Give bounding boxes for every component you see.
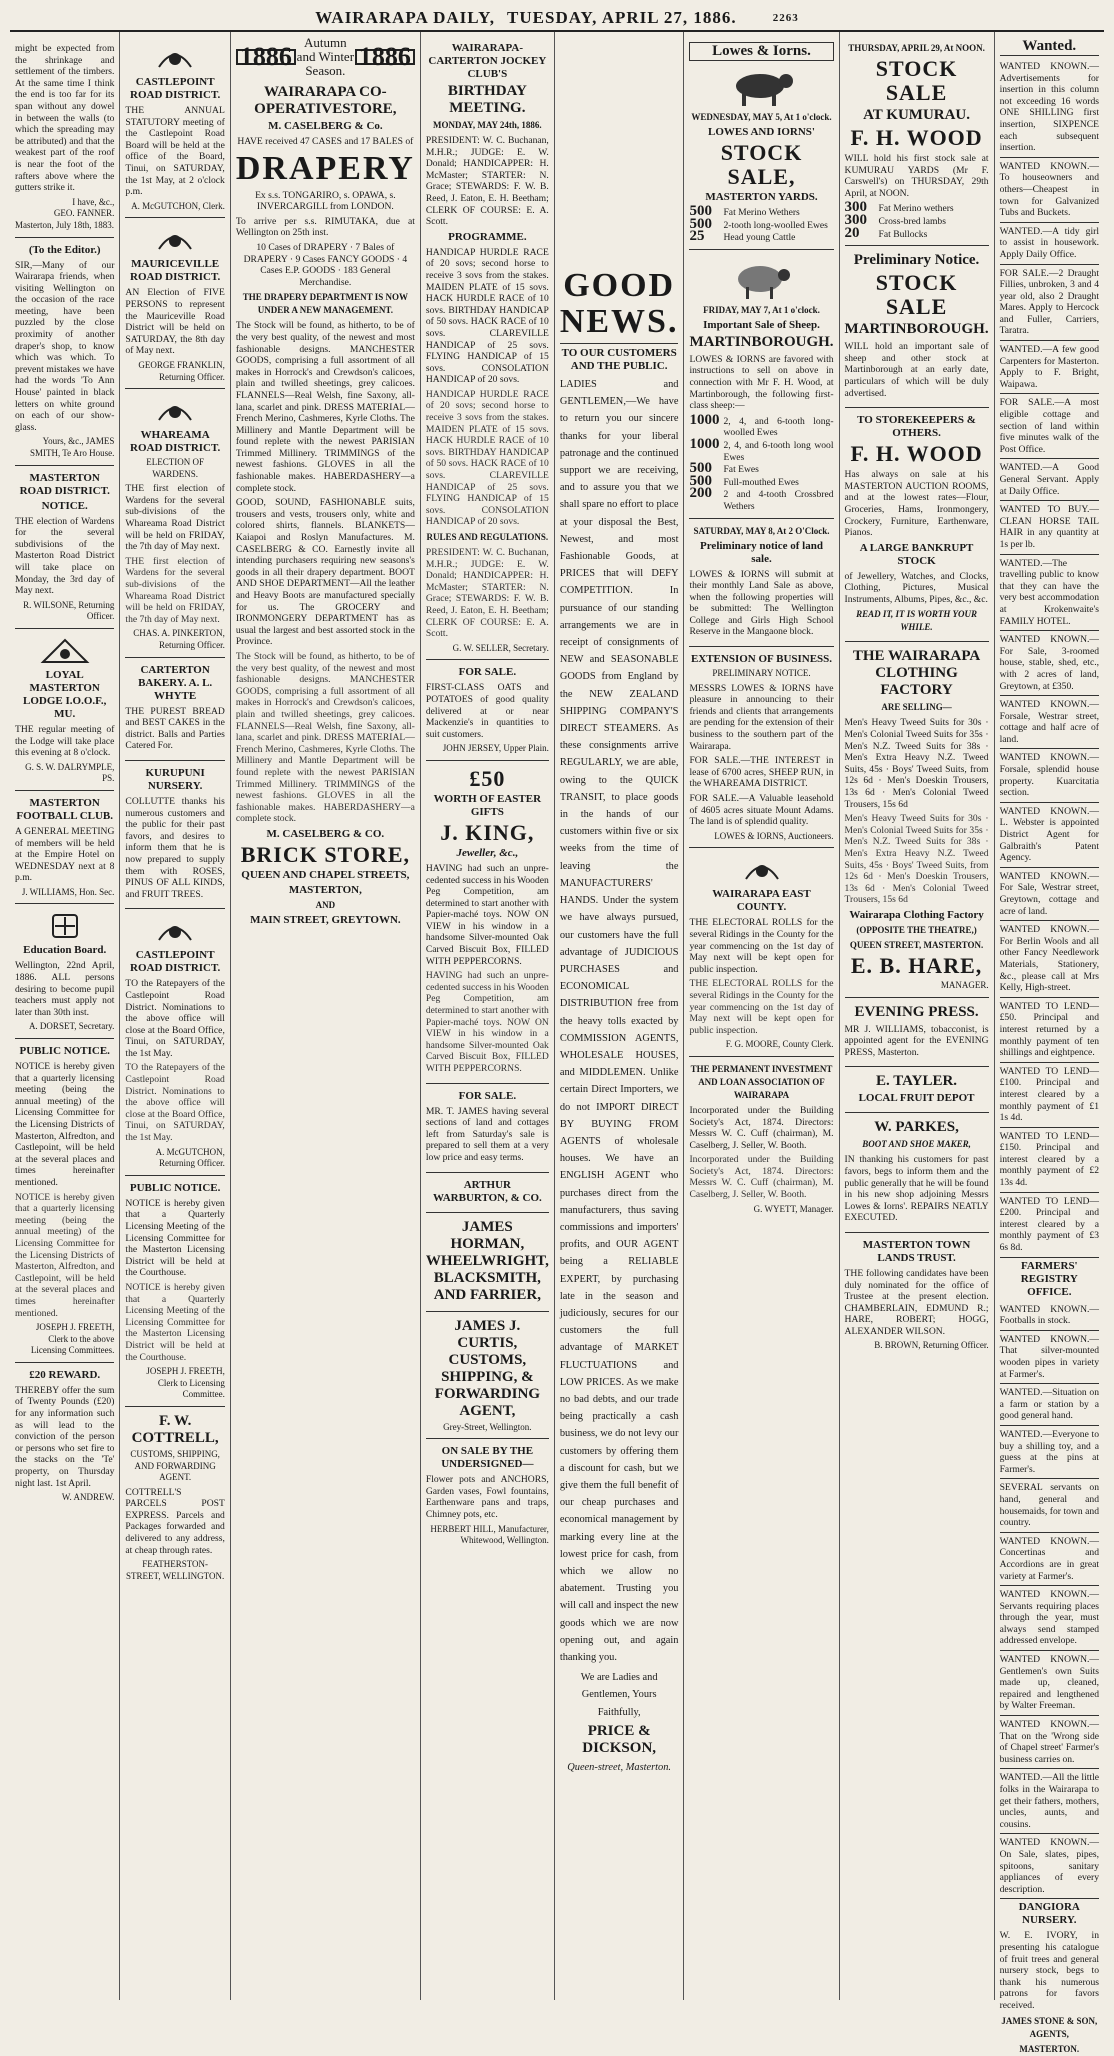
season-title: Autumn and Winter Season. xyxy=(296,35,355,78)
mart-text: WILL hold an important sale of sheep and other stock at Martinborough at an early date, particulars of which will be duly advertised. xyxy=(844,341,989,399)
public-notice-text-cont: NOTICE is hereby given that a quarterly licensing meeting (being the annual meeting) of the Licensing Committee for the Licensing Districts of Masterton, Alfredton, and Castlepoint, will be held at the several places and times hereinafter mentioned. xyxy=(15,1191,115,1319)
parkes-trade: BOOT AND SHOE MAKER, xyxy=(862,1139,971,1150)
lowes-iorns-sig: LOWES & IORNS, Auctioneers. xyxy=(714,830,834,841)
wanted-item: WANTED.—A few good Carpenters for Masterton. Apply to F. Bright, Waipawa. xyxy=(1000,341,1099,394)
wanted-item: SEVERAL servants on hand, general and housemaids, for town and country. xyxy=(1000,1479,1099,1532)
column-2 xyxy=(120,32,230,2000)
sheep-lot: 500 Full-mouthed Ewes xyxy=(689,472,799,489)
curtis-heading: JAMES J. CURTIS, CUSTOMS, SHIPPING, & FORWARDING AGENT, xyxy=(434,1317,540,1419)
column-6 xyxy=(684,32,839,2000)
land-sale-text: LOWES & IORNS will submit at their monthly Land Sale as above, when the following properties will be submitted: The Wellington College and Girls High School Reserve in the Mangaone block. xyxy=(689,568,834,638)
wanted-item: WANTED.—All the little folks in the Wairarapa to get their fathers, mothers, uncles, aunts, and cousins. xyxy=(1000,1769,1099,1834)
east-county-heading: WAIRARAPA EAST COUNTY. xyxy=(712,888,811,914)
rules-heading: RULES AND REGULATIONS. xyxy=(426,532,549,542)
drapery-title: DRAPERY xyxy=(235,149,415,187)
nursery-text: W. E. IVORY, in presenting his catalogue of fruit trees and general nursery stock, begs to thank his numerous patrons for favors received. xyxy=(999,1930,1100,2011)
land-sale-date: SATURDAY, MAY 8, At 2 O'Clock. xyxy=(693,525,830,536)
letter-heading: (To the Editor.) xyxy=(28,243,101,256)
good-news-body: LADIES and GENTLEMEN,—We have to return you our sincere thanks for your liberal patronage and the continued support we are receiving, and to assure you that we shall spare no effort to place at your disposal the Best, Newest, and most Fashionable Goods, at PRICES that will DEFY COMPETITION. In pursuance of our standing arrangements we are in receipt of consignments of NEW and SEASONABLE GOODS from England by the NEW ZEALAND SHIPPING COMPANY'S DIRECT STEAMERS. As these consignments arrive REGULARLY, we are able, owing to the QUICK TRANSIT, to place goods in the hands of our customers within five or six weeks from the time of leaving the MANUFACTURERS' HANDS. Under the system we have always pursued, our customers have the full advantage of JUDICIOUS PURCHASES and ECONOMICAL DISTRIBUTION free from the heavy tolls exacted by COMMISSION AGENTS, WHOLESALE HOUSES, and MIDDLEMEN. Unlike certain Direct Importers, we do not IMPORT DIRECT BY BUYING FROM AGENTS of wholesale houses. We have an ENGLISH AGENT who purchases direct from the manufacturers, thus saving commissions and importers' profits, and OUR AGENT being a RELIABLE EXPERT, by purchasing late in the season and judiciously, secures for our customers the full advantage of MARKET FLUCTUATIONS and LOW PRICES. As we make no bad debts, and our trade being practically a cash business, we do not levy our customers by offering them a discount for cash, but we give them the full benefit of our cheap purchases and economical management by marking every line at the lowest price for cash, from which we allow no abatement. Trusting you will call and inspect the new goods which we are now opening out, and again thanking you. xyxy=(559,379,679,1664)
castlepoint-text: THE ANNUAL STATUTORY meeting of the Castlepoint Road Board will be held at the office of the Board, Tinui, on SATURDAY, the 1st May, at 2 o'clock p.m. xyxy=(125,105,225,198)
public-notice2-heading: PUBLIC NOTICE. xyxy=(129,1181,221,1194)
prelim-heading: Preliminary Notice. xyxy=(853,252,980,269)
wanted-item: WANTED KNOWN.—To houseowners and others—Cheapest in town for Galvanized Tubs and Buckets. xyxy=(1000,158,1099,223)
intro-sig-name: GEO. FANNER. xyxy=(53,208,115,219)
whareama-sig: CHAS. A. PINKERTON, Returning Officer. xyxy=(133,628,225,650)
extension-text: MESSRS LOWES & IORNS have pleasure in announcing to their friends and clients that arrangements are pending for the extension of their business to the southern part of the Wairarapa. xyxy=(689,682,834,752)
wanted-item: FOR SALE.—2 Draught Fillies, unbroken, 3 and 4 year old, also 2 Draught Mares. Apply to Hercock and Fuller, Carriers, Taratra. xyxy=(1000,265,1099,342)
wanted-item: WANTED.—Situation on a farm or station by a good general hand. xyxy=(1000,1384,1099,1426)
factory-name: Wairarapa Clothing Factory xyxy=(849,908,984,921)
cottrell-heading: F. W. COTTRELL, xyxy=(131,1412,219,1446)
stock-sale-date: WEDNESDAY, MAY 5, At 1 o'clock. xyxy=(691,112,832,122)
club-name: WAIRARAPA-CARTERTON JOCKEY CLUB'S xyxy=(428,42,547,80)
officials-text: PRESIDENT: W. C. Buchanan, M.H.R.; JUDGE: E. W. Donald; HANDICAPPER: H. McMaster; STARTER: N. Grace; STEWARDS: F. W. B. Reed, J. Eaton, E. H. Beetham; CLERK OF COURSE: E. A. Scott. xyxy=(425,135,549,228)
sheep-sale-text: LOWES & IORNS are favored with instructions to sell on above in connection with Mr F. H. Wood, at Martinborough, the following first-class sheep:— xyxy=(689,353,834,412)
wanted-item: FOR SALE.—A most eligible cottage and section of land within five minutes walk of the Post Office. xyxy=(1000,394,1099,459)
fruit-depot: LOCAL FRUIT DEPOT xyxy=(858,1092,975,1105)
warburton-heading: ARTHUR WARBURTON, & CO. xyxy=(432,1178,542,1204)
public-notice2-sig: JOSEPH J. FREETH, Clerk to Licensing Committee. xyxy=(146,1366,225,1400)
factory-opp: (OPPOSITE THE THEATRE,) xyxy=(856,924,977,935)
brick-store-sub: QUEEN AND CHAPEL STREETS, xyxy=(241,868,410,881)
lodge-emblem-icon xyxy=(39,636,91,666)
wanted-item: WANTED KNOWN.—Gentlemen's own Suits made up, cleaned, repaired and lengthened by Walter Freeman. xyxy=(1000,1651,1099,1716)
factory-suits-cont: Men's Heavy Tweed Suits for 30s · Men's Colonial Tweed Suits for 35s · Men's N.Z. Tweed Suits for 38s · Men's Extra Heavy N.Z. Tweed Suits, 45s · Boys' Tweed Suits, from 12s 6d · Men's Doeskin Trousers, 13s 6d · Men's Colonial Tweed Trousers, 15s 6d xyxy=(844,813,989,906)
meeting-date: MONDAY, MAY 24th, 1886. xyxy=(433,120,542,130)
sheep-lot: 200 2 and 4-tooth Crossbred Wethers xyxy=(689,485,834,512)
leasehold-sale-text: FOR SALE.—A Valuable leasehold of 4605 acres situate Mount Adams. The land is of splendid quality. xyxy=(689,793,834,828)
sale2-heading: FOR SALE. xyxy=(458,1089,517,1102)
whareama-sub: ELECTION OF WARDENS. xyxy=(146,457,204,479)
wanted-item: WANTED KNOWN.—On Sale, slates, pipes, spitoons, sanitary appliances of every description. xyxy=(1000,1834,1099,1899)
king-text: HAVING had such an unpre-cedented success in his Wooden Peg Competition, am determined to start another with Papier-maché toys. NOW ON VIEW in his window in a handsome Silver-mounted Oak Carved Biscuit Box, FILLED WITH PEPPERCORNS. xyxy=(425,862,549,967)
wanted-item: WANTED.—A Good General Servant. Apply at Daily Office. xyxy=(1000,459,1099,501)
trust-sig: B. BROWN, Returning Officer. xyxy=(874,1340,989,1351)
sale-heading: FOR SALE. xyxy=(458,666,517,679)
wanted-item: WANTED TO LEND—£50. Principal and interest returned by a monthly payment of ten shillings and eightpence. xyxy=(1000,998,1099,1063)
wanted-item: WANTED.—The travelling public to know that they can have the very best accommodation at Krokenwaite's FAMILY HOTEL. xyxy=(1000,555,1099,632)
wanted-item: WANTED KNOWN.—For Sale, 3-roomed house, stable, shed, etc., with 2 acres of land, Greytown, at £350. xyxy=(1000,631,1099,696)
evening-press-text: MR J. WILLIAMS, tobacconist, is appointed agent for the EVENING PRESS, Masterton. xyxy=(844,1023,989,1058)
lowes-iorns-name: LOWES AND IORNS' xyxy=(708,126,815,138)
masthead xyxy=(10,6,1104,32)
wanted-item: WANTED KNOWN.—Advertisements for insertion in this column not exceeding 16 words ONE SHILLING first insertion, SIXPENCE each subsequent insertion. xyxy=(1000,58,1099,158)
body-text-2: GOOD, SOUND, FASHIONABLE suits, trousers and vests, trousers only, white and colored shirts, flannels. BLANKETS—Kaiapoi and Roslyn Manufactures. M. CASELBERG & CO. Earnestly invite all intending purchasers requiring new seasons's goods in all their drapery department. BOOT AND SHOE DEPARTMENT—All the leather and Heavy Boots are manufactured specially for us. The GROCERY and IRONMONGERY DEPARTMENT has as usual the largest and best assorted stock in the Province. xyxy=(235,497,415,648)
lodge-sig: G. S. W. DALRYMPLE, PS. xyxy=(25,761,115,784)
wanted-item: WANTED TO LEND—£200. Principal and interest cleared by a monthly payment of £3 6s 8d. xyxy=(1000,1193,1099,1258)
bankrupt-text: of Jewellery, Watches, and Clocks, Clothing, Pictures, Musical Instruments, Albums, Pipes, &c., &c. xyxy=(844,570,989,605)
paper-name: WAIRARAPA DAILY, xyxy=(315,8,496,27)
year-right: 1886 xyxy=(355,49,415,65)
sale3-sig: HERBERT HILL, Manufacturer, Whitewood, Wellington. xyxy=(430,1523,549,1546)
letter-sig: Yours, &c., JAMES SMITH, Te Aro House. xyxy=(29,436,115,458)
crest-icon xyxy=(149,916,201,946)
page-number: 2263 xyxy=(772,12,799,24)
cottrell-sub: CUSTOMS, SHIPPING, AND FORWARDING AGENT. xyxy=(130,1448,220,1483)
good-news-title: GOOD NEWS. xyxy=(559,267,679,340)
public-notice-text: NOTICE is hereby given that a quarterly licensing meeting (being the annual meeting) of the Licensing Committee for the Licensing Districts of Masterton, Alfredton, and Castlepoint, will be held at the several places and times hereinafter mentioned. xyxy=(15,1061,115,1188)
wood-name-2: F. H. WOOD xyxy=(850,441,983,467)
wood-name: F. H. WOOD xyxy=(850,125,983,150)
wanted-item: WANTED.—A tidy girl to assist in housework. Apply Daily Office. xyxy=(1000,223,1099,265)
crest-icon xyxy=(149,225,201,255)
arrive-text: To arrive per s.s. RIMUTAKA, due at Wellington on 25th inst. xyxy=(235,215,415,239)
reward-text: THEREBY offer the sum of Twenty Pounds (£20) for any information such as will lead to the conviction of the person or persons who set fire to the stacks on the 'Te' property, on Thursday night last. 1st April. xyxy=(15,1384,115,1489)
intro-sig: I have, &c., xyxy=(72,196,115,207)
castlepoint-heading: CASTLEPOINT ROAD DISTRICT. xyxy=(130,76,221,101)
castlepoint2-text: TO the Ratepayers of the Castlepoint Road District. Nominations to the above office will close at the Board Office, Tinui, on SATURDAY, the 1st May. xyxy=(125,978,225,1059)
nursery-text: COLLUTTE thanks his numerous customers and the public for their past favors, and desires to inform them that he is now prepared to supply them with ROSES, PINUS OF ALL KINDS, and FRUIT TREES. xyxy=(125,795,225,900)
land-sale-heading: Preliminary notice of land sale. xyxy=(700,539,823,565)
season-banner xyxy=(236,36,415,78)
meeting-title: BIRTHDAY MEETING. xyxy=(447,83,527,116)
kumurau-date: THURSDAY, APRIL 29, At NOON. xyxy=(848,43,985,53)
permanent-text: Incorporated under the Building Society's Act, 1874. Directors: Messrs W. C. Cuff (chairman), M. Caselberg, J. Seller, W. Booth. xyxy=(689,1104,834,1151)
castlepoint-sig: A. McGUTCHON, Clerk. xyxy=(131,200,225,211)
crest-icon xyxy=(736,855,788,885)
public-notice-sig: JOSEPH J. FREETH, Clerk to the above Licensing Committees. xyxy=(30,1322,115,1356)
ships-text: Ex s.s. TONGARIRO, s. OPAWA, s. INVERCARGILL from LONDON. xyxy=(255,189,396,213)
sheep-lot: 1000 2, 4, and 6-tooth long wool Ewes xyxy=(689,435,834,463)
castlepoint2-heading: CASTLEPOINT ROAD DISTRICT. xyxy=(130,949,221,975)
storekeepers-text: Has always on sale at his MASTERTON AUCTION ROOMS, and at the lowest rates—Flour, Groceries, Hams, Ironmongery, Crockery, Furniture, Earthenware, Pianos. xyxy=(844,469,989,539)
column-1 xyxy=(10,32,120,2000)
crest-icon xyxy=(149,396,201,426)
good-news-sig: PRICE & DICKSON, xyxy=(582,1722,657,1756)
cottrell-text: COTTRELL'S PARCELS POST EXPRESS. Parcels and Packages forwarded and delivered to any address, at cheap through rates. xyxy=(125,1486,225,1556)
notice-sig: R. WILSONE, Returning Officer. xyxy=(23,599,115,622)
notice-heading: MASTERTON ROAD DISTRICT. xyxy=(19,471,110,497)
run-sale-text: FOR SALE.—THE INTEREST in lease of 6700 acres, SHEEP RUN, in the WHAREAMA DISTRICT. xyxy=(689,755,834,790)
football-sig: J. WILLIAMS, Hon. Sec. xyxy=(21,886,115,897)
king-trade: Jeweller, &c., xyxy=(456,846,519,859)
nursery-heading: KURUPUNI NURSERY. xyxy=(145,766,205,792)
stone-sig: JAMES STONE & SON, AGENTS, xyxy=(1001,2015,1098,2039)
sheep-sale-date: FRIDAY, MAY 7, At 1 o'clock. xyxy=(703,304,820,315)
sheep-lot: 1000 2, 4, and 6-tooth long-woolled Ewes xyxy=(689,411,834,439)
wanted-item: WANTED TO LEND—£100. Principal and interest cleared by a monthly payment of £1 1s 4d. xyxy=(1000,1063,1099,1128)
sheep-illustration-icon xyxy=(722,257,802,301)
kumurau-lot: 300 Cross-bred lambs xyxy=(844,211,946,228)
trust-heading: MASTERTON TOWN LANDS TRUST. xyxy=(862,1238,971,1264)
parkes-name: W. PARKES, xyxy=(874,1119,959,1136)
wanted-item: WANTED TO LEND—£150. Principal and interest cleared by a monthly payment of £2 13s 4d. xyxy=(1000,1128,1099,1193)
bankrupt-heading: A LARGE BANKRUPT STOCK xyxy=(859,541,974,567)
wanted-item: WANTED KNOWN.—Footballs in stock. xyxy=(1000,1301,1099,1331)
mart-place: MARTINBOROUGH. xyxy=(844,321,989,338)
wanted-item: WANTED KNOWN.—L. Webster is appointed District Agent for Galbraith's Patent Agency. xyxy=(1000,803,1099,868)
education-sig: A. DORSET, Secretary. xyxy=(28,1021,115,1032)
wanted-item: WANTED.—Everyone to buy a shilling toy, and a guess at the pins at Farmer's. xyxy=(1000,1426,1099,1479)
castlepoint2-text-cont: TO the Ratepayers of the Castlepoint Road District. Nominations to the above office will close at the Board Office, Tinui, on SATURDAY, the 1st May. xyxy=(125,1062,225,1144)
curtis-sub: Grey-Street, Wellington. xyxy=(443,1421,532,1432)
castlepoint2-sig: A. McGUTCHON, Returning Officer. xyxy=(155,1146,225,1169)
sheep-lot: 500 Fat Ewes xyxy=(689,460,759,477)
kumurau-lot: 300 Fat Merino wethers xyxy=(844,199,954,216)
items-text: 10 Cases of DRAPERY · 7 Bales of DRAPERY · 9 Cases FANCY GOODS · 4 Cases E.P. GOODS · 183 General Merchandise. xyxy=(243,241,408,288)
column-5 xyxy=(555,32,685,2000)
club-sig: G. W. SELLER, Secretary. xyxy=(452,642,549,653)
kumurau-lot-list xyxy=(844,199,989,241)
evening-press-title: EVENING PRESS. xyxy=(854,1003,979,1020)
factory-title: THE WAIRARAPA CLOTHING FACTORY xyxy=(852,648,981,699)
prize-sub: WORTH OF EASTER GIFTS xyxy=(433,792,542,818)
whareama-text-cont: THE first election of Wardens for the several sub-divisions of the Whareama Road District will be held on FRIDAY, the 7th day of May next. xyxy=(125,555,225,625)
factory-selling: ARE SELLING— xyxy=(881,702,952,713)
permanent-text-cont: Incorporated under the Building Society's Act, 1874. Directors: Messrs W. C. Cuff (chairman), M. Caselberg, J. Seller, W. Booth. xyxy=(689,1154,834,1201)
whareama-heading: WHAREAMA ROAD DISTRICT. xyxy=(130,429,221,455)
brick-store-and: AND xyxy=(315,899,336,910)
wanted-item: WANTED KNOWN.—Forsale, Westrar street, cottage and half acre of land. xyxy=(1000,696,1099,749)
rules-text: PRESIDENT: W. C. Buchanan, M.H.R.; JUDGE: E. W. Donald; HANDICAPPER: H. McMaster; STARTER: N. Grace; STEWARDS: F. W. B. Reed, J. Eaton, E. H. Beetham; CLERK OF COURSE: E. A. Scott. xyxy=(425,547,549,640)
stock-lot-list xyxy=(689,203,833,245)
read-it: READ IT, IT IS WORTH YOUR WHILE. xyxy=(856,609,977,633)
kumurau-lot: 20 Fat Bullocks xyxy=(844,224,928,241)
education-heading: Education Board. xyxy=(23,944,107,957)
programme-heading: PROGRAMME. xyxy=(448,230,527,243)
column-4 xyxy=(421,32,555,2000)
sheep-lot-list xyxy=(689,411,834,513)
factory-suits: Men's Heavy Tweed Suits for 30s · Men's Colonial Tweed Suits for 35s · Men's N.Z. Tweed Suits for 38s · Men's Extra Heavy N.Z. Tweed Suits, 45s · Boys' Tweed Suits, from 12s 6d · Men's Doeskin Trousers, 13s 6d · Men's Colonial Tweed Trousers, 15s 6d xyxy=(844,717,989,810)
firm-name: M. CASELBERG & Co. xyxy=(268,120,383,132)
mauriceville-sig: GEORGE FRANKLIN, Returning Officer. xyxy=(138,359,225,382)
parkes-text: IN thanking his customers for past favors, begs to inform them and the public generally that he will be found in his new shop adjoining Messrs Lowes & Iorns'. REPAIRS NEATLY EXECUTED. xyxy=(844,1154,989,1224)
storekeepers-heading: TO STOREKEEPERS & OTHERS. xyxy=(857,414,976,440)
brick-store-greytown: MAIN STREET, GREYTOWN. xyxy=(250,913,401,926)
extension-sub: PRELIMINARY NOTICE. xyxy=(712,668,811,679)
kumurau-text: WILL hold his first stock sale at KUMURAU YARDS (Mr F. Carswell's) on THURSDAY, 29th April, at NOON. xyxy=(844,153,989,199)
stone-place: MASTERTON. xyxy=(1019,2043,1080,2054)
lodge-text: THE regular meeting of the Lodge will take place this evening at 8 o'clock. xyxy=(15,723,115,759)
kumurau-stock-title: STOCK SALE xyxy=(875,56,958,105)
prize-amount: £50 xyxy=(469,765,506,791)
wanted-item: WANTED KNOWN.—For Sale, Westrar street, Greytown, cottage and acre of land. xyxy=(1000,868,1099,921)
football-text: A GENERAL MEETING of members will be held at the Empire Hotel on WEDNESDAY next at 8 p.m. xyxy=(15,825,115,884)
public-notice-heading: PUBLIC NOTICE. xyxy=(19,1045,110,1058)
stock-lot: 25 Head young Cattle xyxy=(689,228,796,245)
reward-heading: £20 REWARD. xyxy=(29,1368,101,1381)
football-heading: MASTERTON FOOTBALL CLUB. xyxy=(16,796,113,822)
mauriceville-heading: MAURICEVILLE ROAD DISTRICT. xyxy=(130,258,221,284)
issue-date: TUESDAY, APRIL 27, 1886. xyxy=(507,8,737,27)
east-county-text-cont: THE ELECTORAL ROLLS for the several Ridings in the County for the year commencing on the 1st day of May next will be kept open for public inspection. xyxy=(689,978,834,1036)
cattle-illustration-icon xyxy=(722,64,802,108)
taylor-name: E. TAYLER. xyxy=(876,1073,958,1090)
whareama-text: THE first election of Wardens for the several sub-divisions of the Whareama Road District will be held on FRIDAY, the 7th day of May next. xyxy=(125,483,225,553)
crest-icon xyxy=(149,43,201,73)
intro-place: Masterton, July 18th, 1883. xyxy=(15,219,114,230)
sale-text: FIRST-CLASS OATS and POTATOES of good quality delivered at or near Mackenzie's in quantities to suit customers. xyxy=(425,682,549,740)
notice-text: THE election of Wardens for the several subdivisions of the Masterton Road District will take place on Monday, the 3rd day of May next. xyxy=(15,515,115,597)
education-text: Wellington, 22nd April, 1886. ALL persons desiring to become pupil teachers must apply not later than 30th inst. xyxy=(15,960,115,1018)
races-text: HANDICAP HURDLE RACE of 20 sovs; second horse to receive 3 sovs from the stakes. MAIDEN PLATE of 15 sovs. HACK HURDLE RACE of 10 sovs. BIRTHDAY HANDICAP of 50 sovs. HACK RACE of 10 sovs. CLAREVILLE HANDICAP of 25 sovs. FLYING HANDICAP of 15 sovs. CONSOLATION HANDICAP of 20 sovs. xyxy=(425,246,549,386)
wanted-item: WANTED KNOWN.—That on the 'Wrong side of Chapel street' Farmer's business carries on. xyxy=(1000,1716,1099,1769)
year-left: 1886 xyxy=(236,49,296,65)
public-notice2-text: NOTICE is hereby given that a Quarterly Licensing Meeting of the Licensing Committee for the Masterton Licensing District will be held at the Courthouse. xyxy=(125,1197,225,1279)
brick-store-town: MASTERTON, xyxy=(288,883,362,896)
sale3-heading: ON SALE BY THE UNDERSIGNED— xyxy=(441,1445,534,1471)
hare-title: MANAGER. xyxy=(940,979,989,990)
received-text: HAVE received 47 CASES and 17 BALES of xyxy=(237,136,414,147)
notice-sub: NOTICE. xyxy=(41,499,88,512)
wanted-item: WANTED TO BUY.—CLEAN HORSE TAIL HAIR in any quantity at 1s per lb. xyxy=(1000,501,1099,554)
wanted-item: WANTED KNOWN.—Forsale, splendid house property. Kuarcitatia section. xyxy=(1000,749,1099,802)
wanted-heading: Wanted. xyxy=(1000,38,1099,56)
factory-street: QUEEN STREET, MASTERTON. xyxy=(849,939,984,950)
brick-store-title: BRICK STORE, xyxy=(240,841,411,867)
lodge-heading: LOYAL MASTERTON LODGE I.O.O.F., MU. xyxy=(23,668,107,720)
registry-heading: FARMERS' REGISTRY OFFICE. xyxy=(1020,1259,1078,1298)
good-news-close: We are Ladies and Gentlemen, Yours Faithfully, xyxy=(580,1672,658,1718)
body-text: The Stock will be found, as hitherto, to be of the very best quality, of the newest and most fashionable designs. MANCHESTER GOODS, comprising a full assortment of all makes in Horrock's and Crewdson's calicoes, plain and twilled sheetings, grey calicoes. FLANNELS—Real Welsh, fine Saxony, all-lana, scarlet and pink. DRESS MATERIAL—French Merino, Cashmeres, Kyrle Cloths. The Millinery and Mantle Department will be found replete with the newest PARISIAN Trimmed Millinery. TRIMMINGS of the newest fashions. GLOVES in all the fashionable makes. HABERDASHERY—a complete stock. xyxy=(235,320,415,494)
column-8 xyxy=(995,32,1104,2054)
horman-heading: JAMES HORMAN, WHEELWRIGHT, BLACKSMITH, AND FARRIER, xyxy=(425,1218,549,1303)
stock-lot: 500 2-tooth long-woolled Ewes xyxy=(689,215,828,232)
mart-stock-title: STOCK SALE xyxy=(875,270,958,320)
sheep-sale-place: MARTINBOROUGH. xyxy=(689,333,834,350)
stock-lot: 500 Fat Merino Wethers xyxy=(689,203,800,219)
wanted-item: WANTED KNOWN.—That silver-mounted wooden pipes in variety at Farmer's. xyxy=(1000,1331,1099,1384)
cottrell-footer: FEATHERSTON-STREET, WELLINGTON. xyxy=(126,1559,225,1581)
trust-text: THE following candidates have been duly nominated for the office of Trustee at the present election. CHAMBERLAIN, EDMUND R.; HARE, ROBERT; HOGG, ALEXANDER WILSON. xyxy=(844,1267,989,1337)
intro-text: might be expected from the shrinkage and settlement of the timbers. At the same time I think the end is too far for its span without any dowel in between the walls (to which the spreading may be attributed) and that the weakest part of the roof is near the foot of the rafters above where the gutters strike it. xyxy=(15,43,115,194)
crest-icon xyxy=(39,911,91,941)
dept-text: THE DRAPERY DEPARTMENT IS NOW UNDER A NEW MANAGEMENT. xyxy=(242,292,408,316)
king-name: J. KING, xyxy=(440,819,535,845)
sale3-text: Flower pots and ANCHORS, Garden vases, Fowl fountains, Earthenware pans and traps, Chimney pots, etc. xyxy=(425,1474,549,1520)
east-county-text: THE ELECTORAL ROLLS for the several Ridings in the County for the year commencing on the 1st day of May next will be kept open for public inspection. xyxy=(689,917,834,975)
bakery-text: THE PUREST BREAD and BEST CAKES in the district. Balls and Parties Catered For. xyxy=(125,705,225,752)
extension-heading: EXTENSION OF BUSINESS. xyxy=(690,653,833,666)
stock-sale-yards: MASTERTON YARDS. xyxy=(705,191,818,203)
bakery-heading: CARTERTON BAKERY. A. L. WHYTE xyxy=(138,663,213,702)
east-county-sig: F. G. MOORE, County Clerk. xyxy=(725,1039,834,1050)
hare-name: E. B. HARE, xyxy=(850,952,983,978)
sale2-text: MR. T. JAMES having several sections of land and cottages left from Saturday's sale is prepared to sell them at a very low price and easy terms. xyxy=(425,1105,549,1163)
races-text-cont: HANDICAP HURDLE RACE of 20 sovs; second horse to receive 3 sovs from the stakes. MAIDEN PLATE of 15 sovs. HACK HURDLE RACE of 10 sovs. BIRTHDAY HANDICAP of 50 sovs. HACK RACE of 10 sovs. CLAREVILLE HANDICAP of 25 sovs. FLYING HANDICAP of 15 sovs. CONSOLATION HANDICAP of 20 sovs. xyxy=(425,388,549,528)
wanted-item: WANTED KNOWN.—For Berlin Wools and all other Fancy Needlework Materials, Stationery, &c., please call at Mrs Kelly, High-street. xyxy=(1000,921,1099,998)
wanted-item: WANTED KNOWN.—Servants requiring places through the year, must always send stamped addressed envelope. xyxy=(1000,1586,1099,1651)
good-news-sub: TO OUR CUSTOMERS AND THE PUBLIC. xyxy=(561,347,677,372)
sale-sig: JOHN JERSEY, Upper Plain. xyxy=(442,743,549,754)
caselberg-sig: M. CASELBERG & CO. xyxy=(266,827,385,840)
column-7 xyxy=(840,32,995,2000)
permanent-sig: G. WYETT, Manager. xyxy=(753,1203,834,1214)
coop-title: WAIRARAPA CO-OPERATIVESTORE, xyxy=(254,84,397,117)
king-text-cont: HAVING had such an unpre-cedented success in his Wooden Peg Competition, am determined to start another with Papier-maché toys. NOW ON VIEW in his window in a handsome Silver-mounted Oak Carved Biscuit Box, FILLED WITH PEPPERCORNS. xyxy=(425,970,549,1074)
body-text-3: The Stock will be found, as hitherto, to be of the very best quality, of the newest and most fashionable designs. MANCHESTER GOODS, comprising a full assortment of all makes in Horrock's and Crewdson's calicoes, plain and twilled sheetings, grey calicoes. FLANNELS—Real Welsh, fine Saxony, all-lana, scarlet and pink. DRESS MATERIAL—French Merino, Cashmeres, Kyrle Cloths. The Millinery and Mantle Department will be found replete with the newest PARISIAN Trimmed Millinery. TRIMMINGS of the newest fashions. GLOVES in all the fashionable makes. HABERDASHERY—a complete stock. xyxy=(235,650,415,825)
letter-text: SIR,—Many of our Wairarapa friends, when visiting Wellington on the occasion of the race meeting, have been puzzled by the close proximity of another draper's shop, to know which was which. To prevent mistakes we have had the words 'To Ann House' painted in black letters on white ground on each of our show-glass. xyxy=(15,259,115,433)
lowes-iorns-heading: Lowes & Iorns. xyxy=(689,42,833,61)
public-notice2-text-cont: NOTICE is hereby given that a Quarterly Licensing Meeting of the Licensing Committee for the Masterton Licensing District will be held at the Courthouse. xyxy=(125,1281,225,1363)
column-3 xyxy=(231,32,421,2000)
mauriceville-text: AN Election of FIVE PERSONS to represent the Mauriceville Road District will be held on SATURDAY, the 8th day of May next. xyxy=(125,287,225,357)
nursery-heading: DANGIORA NURSERY. xyxy=(1018,1901,1080,1927)
stock-sale-title: STOCK SALE, xyxy=(720,140,803,189)
kumurau-place: AT KUMURAU. xyxy=(863,107,971,123)
sheep-sale-title: Important Sale of Sheep. xyxy=(703,318,820,331)
wanted-item: WANTED KNOWN.—Concertinas and Accordions are in great variety at Farmer's. xyxy=(1000,1533,1099,1586)
good-news-place: Queen-street, Masterton. xyxy=(567,1761,672,1773)
reward-sig: W. ANDREW. xyxy=(61,1492,115,1503)
permanent-heading: THE PERMANENT INVESTMENT AND LOAN ASSOCIATION OF WAIRARAPA xyxy=(690,1063,833,1100)
